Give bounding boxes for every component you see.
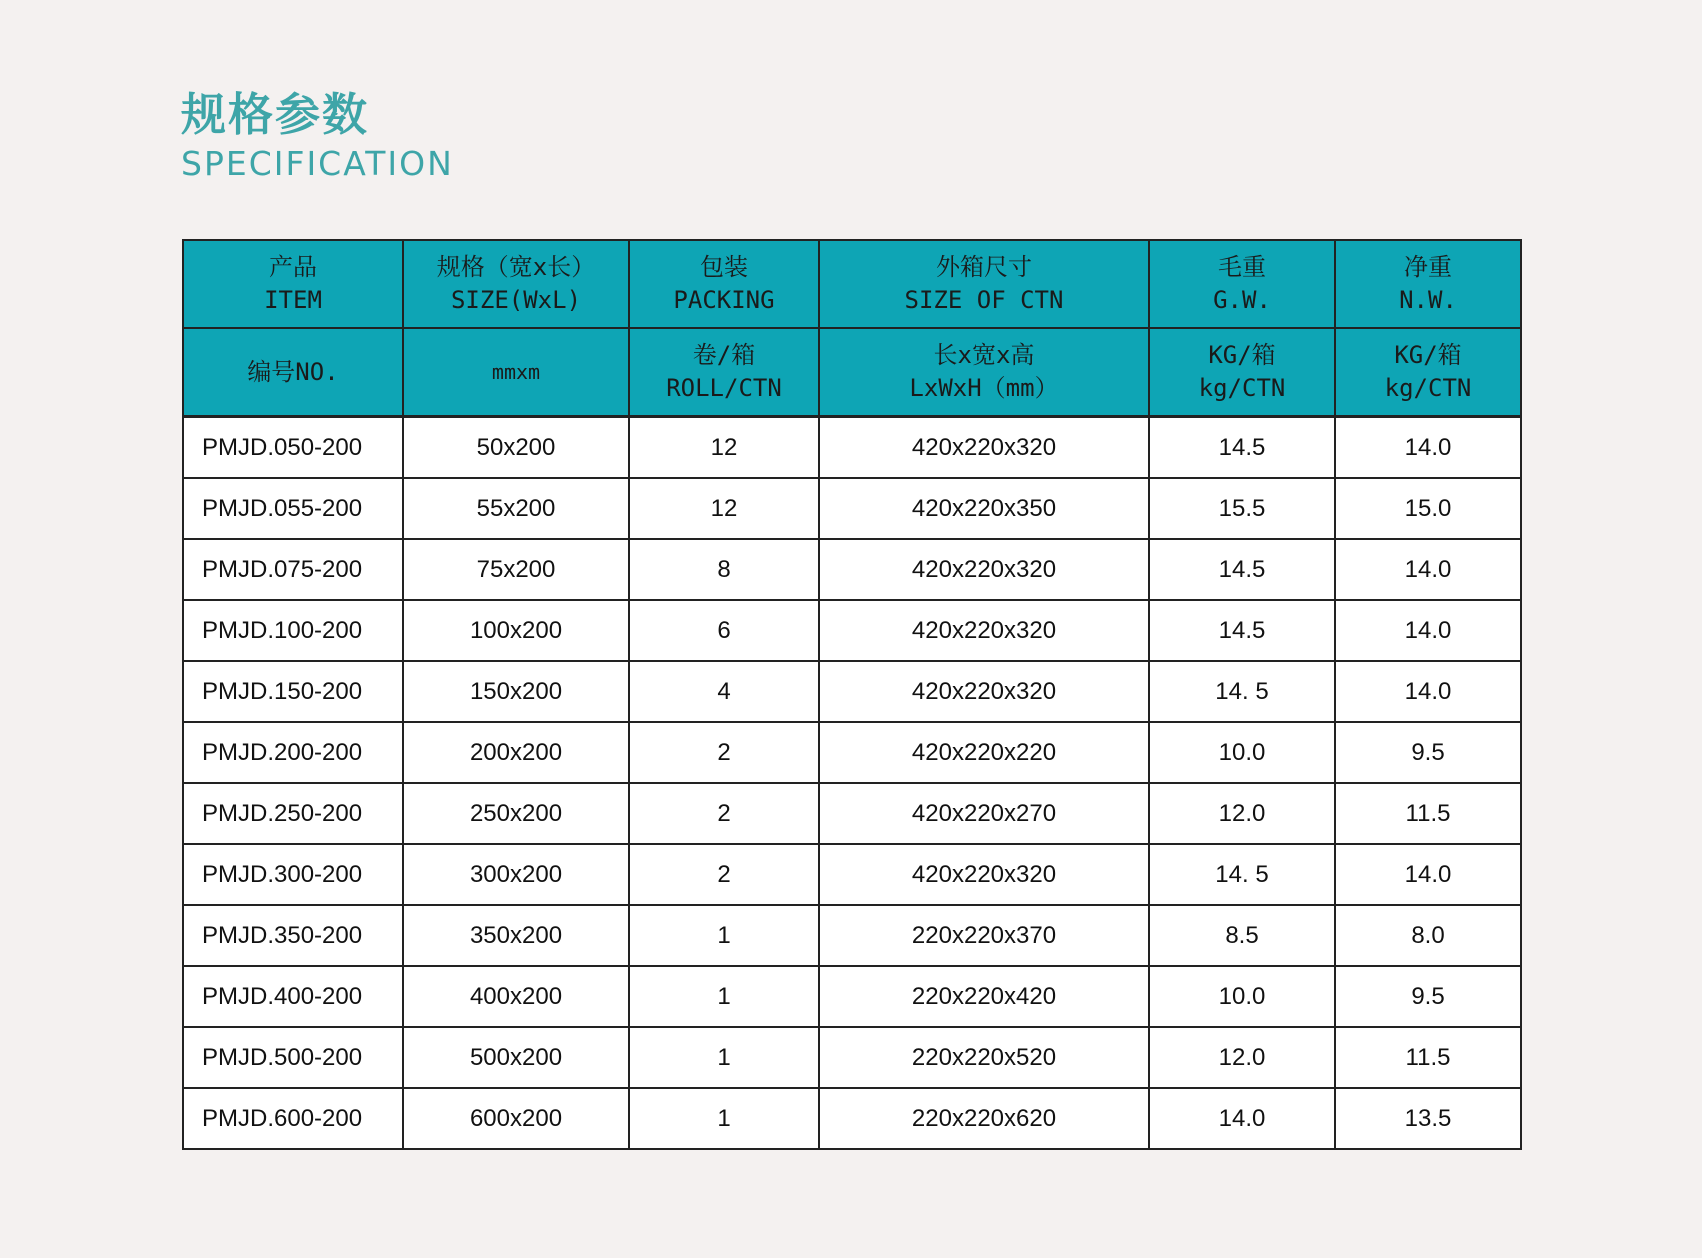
header-net-weight-unit: KG/箱 kg/CTN [1335,328,1521,417]
cell-net-weight: 15.0 [1335,478,1521,539]
table-row [183,844,1521,905]
table-header-row [183,328,1521,417]
cell-packing: 1 [629,966,819,1027]
cell-packing: 8 [629,539,819,600]
table-row [183,417,1521,479]
cell-gross-weight: 14.5 [1149,539,1335,600]
table-row [183,722,1521,783]
cell-ctn-size: 420x220x320 [819,539,1149,600]
cell-net-weight: 11.5 [1335,783,1521,844]
header-size-unit: mmxm [403,328,629,417]
cell-ctn-size: 420x220x320 [819,600,1149,661]
cell-packing: 2 [629,722,819,783]
table-row [183,1027,1521,1088]
table-row [183,1088,1521,1149]
cell-size: 150x200 [403,661,629,722]
cell-gross-weight: 14.5 [1149,600,1335,661]
cell-gross-weight: 14.5 [1149,417,1335,479]
cell-packing: 4 [629,661,819,722]
cell-gross-weight: 12.0 [1149,783,1335,844]
cell-ctn-size: 220x220x370 [819,905,1149,966]
cell-size: 350x200 [403,905,629,966]
cell-packing: 12 [629,478,819,539]
table-row [183,966,1521,1027]
cell-ctn-size: 420x220x220 [819,722,1149,783]
header-item-no: 编号NO. [183,328,403,417]
header-item: 产品 ITEM [183,240,403,328]
table-row [183,478,1521,539]
cell-item: PMJD.075-200 [183,539,403,600]
table-body [183,417,1521,1150]
cell-size: 250x200 [403,783,629,844]
page-title: 规格参数 [181,88,370,141]
cell-gross-weight: 14.0 [1149,1088,1335,1149]
cell-gross-weight: 14. 5 [1149,844,1335,905]
cell-gross-weight: 10.0 [1149,966,1335,1027]
cell-packing: 1 [629,1027,819,1088]
cell-size: 75x200 [403,539,629,600]
cell-net-weight: 14.0 [1335,600,1521,661]
cell-packing: 2 [629,783,819,844]
cell-net-weight: 14.0 [1335,539,1521,600]
cell-item: PMJD.600-200 [183,1088,403,1149]
cell-item: PMJD.250-200 [183,783,403,844]
header-net-weight: 净重 N.W. [1335,240,1521,328]
cell-net-weight: 9.5 [1335,966,1521,1027]
header-gross-weight: 毛重 G.W. [1149,240,1335,328]
cell-item: PMJD.200-200 [183,722,403,783]
cell-gross-weight: 8.5 [1149,905,1335,966]
cell-packing: 6 [629,600,819,661]
cell-gross-weight: 12.0 [1149,1027,1335,1088]
table-row [183,783,1521,844]
cell-packing: 12 [629,417,819,479]
header-gross-weight-unit: KG/箱 kg/CTN [1149,328,1335,417]
cell-item: PMJD.050-200 [183,417,403,479]
cell-packing: 1 [629,1088,819,1149]
cell-ctn-size: 220x220x620 [819,1088,1149,1149]
cell-item: PMJD.300-200 [183,844,403,905]
cell-ctn-size: 420x220x320 [819,661,1149,722]
cell-item: PMJD.350-200 [183,905,403,966]
cell-size: 500x200 [403,1027,629,1088]
cell-size: 400x200 [403,966,629,1027]
cell-ctn-size: 420x220x320 [819,844,1149,905]
cell-item: PMJD.400-200 [183,966,403,1027]
specification-table [182,239,1522,1150]
cell-net-weight: 14.0 [1335,661,1521,722]
cell-item: PMJD.150-200 [183,661,403,722]
cell-item: PMJD.500-200 [183,1027,403,1088]
cell-size: 300x200 [403,844,629,905]
cell-net-weight: 8.0 [1335,905,1521,966]
cell-gross-weight: 10.0 [1149,722,1335,783]
cell-ctn-size: 420x220x320 [819,417,1149,479]
cell-gross-weight: 14. 5 [1149,661,1335,722]
header-ctn-size-unit: 长x宽x高 LxWxH（mm） [819,328,1149,417]
cell-net-weight: 11.5 [1335,1027,1521,1088]
cell-net-weight: 13.5 [1335,1088,1521,1149]
cell-item: PMJD.055-200 [183,478,403,539]
page-subtitle: SPECIFICATION [181,144,454,183]
cell-size: 600x200 [403,1088,629,1149]
header-packing-unit: 卷/箱 ROLL/CTN [629,328,819,417]
table-header-row [183,240,1521,328]
cell-size: 55x200 [403,478,629,539]
header-packing: 包装 PACKING [629,240,819,328]
table-row [183,600,1521,661]
cell-gross-weight: 15.5 [1149,478,1335,539]
cell-net-weight: 9.5 [1335,722,1521,783]
header-size: 规格（宽x长） SIZE(WxL) [403,240,629,328]
header-ctn-size: 外箱尺寸 SIZE OF CTN [819,240,1149,328]
table-row [183,539,1521,600]
cell-ctn-size: 220x220x520 [819,1027,1149,1088]
cell-size: 100x200 [403,600,629,661]
table-row [183,905,1521,966]
cell-net-weight: 14.0 [1335,417,1521,479]
cell-size: 200x200 [403,722,629,783]
cell-ctn-size: 420x220x270 [819,783,1149,844]
cell-packing: 2 [629,844,819,905]
page-title-block [181,88,454,183]
cell-ctn-size: 420x220x350 [819,478,1149,539]
cell-net-weight: 14.0 [1335,844,1521,905]
cell-packing: 1 [629,905,819,966]
cell-item: PMJD.100-200 [183,600,403,661]
table-row [183,661,1521,722]
cell-ctn-size: 220x220x420 [819,966,1149,1027]
cell-size: 50x200 [403,417,629,479]
